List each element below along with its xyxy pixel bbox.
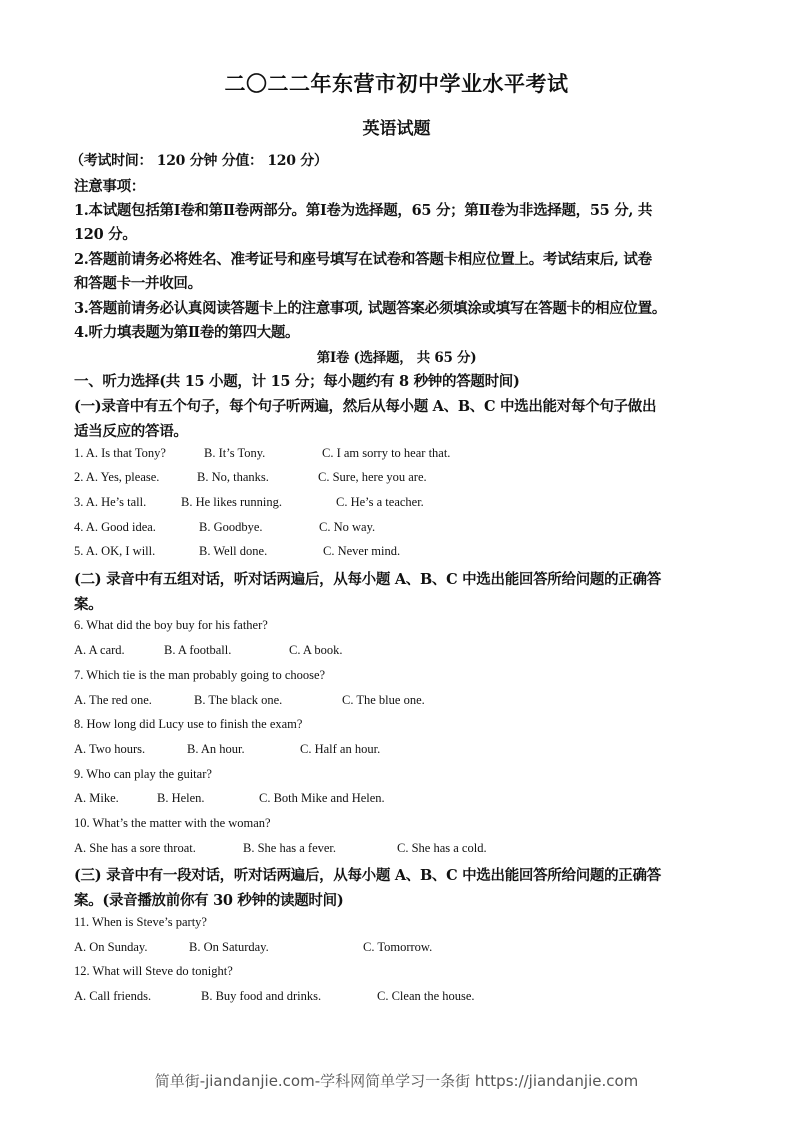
note-1: 1.本试题包括第Ⅰ卷和第Ⅱ卷两部分。第Ⅰ卷为选择题，65 分；第Ⅱ卷为非选择题，55 分, 共 [74,202,653,219]
option-c: C. The blue one. [342,693,425,707]
option-a: A. The red one. [74,693,152,707]
sub3-instruction: (三) 录音中有一段对话，听对话两遍后，从每小题 A、B、C 中选出能回答所给问题的正确答 [74,867,661,884]
note-1-cont: 120 分。 [74,226,137,243]
option-a: 4. A. Good idea. [74,520,156,534]
option-b: B. A football. [164,643,232,657]
option-b: B. No, thanks. [197,470,269,484]
option-a: A. A card. [74,643,125,657]
option-c: C. No way. [319,520,376,534]
part1-heading: 第Ⅰ卷 (选择题， 共 65 分) [316,350,477,366]
exam-subtitle: 英语试题 [362,119,431,139]
option-b: B. The black one. [194,693,283,707]
option-c: C. He’s a teacher. [336,495,424,509]
exam-info: （考试时间： 120 分钟 分值： 120 分） [70,153,328,169]
option-b: B. Goodbye. [199,520,263,534]
option-c: C. She has a cold. [397,841,487,855]
note-2: 2.答题前请务必将姓名、准考证号和座号填写在试卷和答题卡相应位置上。考试结束后, 试卷 [74,251,652,268]
option-b: B. She has a fever. [243,841,337,855]
question-text: 10. What’s the matter with the woman? [74,816,271,830]
option-b: B. He likes running. [181,495,283,509]
option-a: 2. A. Yes, please. [74,470,160,484]
option-c: C. I am sorry to hear that. [322,446,451,460]
question-text: 6. What did the boy buy for his father? [74,618,268,632]
option-c: C. A book. [289,643,343,657]
option-b: B. Buy food and drinks. [201,989,322,1003]
question-text: 8. How long did Lucy use to finish the exam? [74,717,303,731]
option-c: C. Sure, here you are. [318,470,427,484]
option-c: C. Tomorrow. [363,940,433,954]
watermark-footer: 简单街-jiandanjie.com-学科网简单学习一条街 https://jiandanjie.com [154,1072,639,1090]
notes-heading: 注意事项： [74,178,145,195]
question-text: 7. Which tie is the man probably going to choose? [74,668,326,682]
question-text: 9. Who can play the guitar? [74,767,212,781]
option-b: B. An hour. [187,742,245,756]
question-text: 12. What will Steve do tonight? [74,964,233,978]
option-a: 1. A. Is that Tony? [74,446,166,460]
sub2-instruction-cont: 案。 [74,596,103,613]
option-b: B. Helen. [157,791,205,805]
section1-heading: 一、听力选择(共 15 小题，计 15 分；每小题约有 8 秒钟的答题时间) [74,373,520,390]
sub3-instruction-cont: 案。(录音播放前你有 30 秒钟的读题时间) [74,892,344,909]
option-a: A. Two hours. [74,742,146,756]
option-c: C. Half an hour. [300,742,381,756]
option-a: A. She has a sore throat. [74,841,196,855]
sub1-instruction-cont: 适当反应的答语。 [74,423,188,440]
option-a: A. Call friends. [74,989,152,1003]
option-a: A. On Sunday. [74,940,148,954]
exam-title: 二〇二二年东营市初中学业水平考试 [224,71,569,96]
option-b: B. Well done. [199,544,268,558]
option-c: C. Clean the house. [377,989,475,1003]
option-b: B. It’s Tony. [204,446,266,460]
sub1-instruction: (一)录音中有五个句子，每个句子听两遍，然后从每小题 A、B、C 中选出能对每个句子做出 [74,398,657,415]
option-a: 5. A. OK, I will. [74,544,156,558]
note-2-cont: 和答题卡一并收回。 [74,275,202,292]
sub2-instruction: (二) 录音中有五组对话，听对话两遍后，从每小题 A、B、C 中选出能回答所给问题的正确答 [74,571,661,588]
option-c: C. Never mind. [323,544,401,558]
option-c: C. Both Mike and Helen. [259,791,385,805]
option-a: A. Mike. [74,791,119,805]
note-4: 4.听力填表题为第Ⅱ卷的第四大题。 [74,324,300,341]
question-text: 11. When is Steve’s party? [74,915,207,929]
note-3: 3.答题前请务必认真阅读答题卡上的注意事项, 试题答案必须填涂或填写在答题卡的相应位置。 [74,300,667,317]
option-b: B. On Saturday. [189,940,269,954]
option-a: 3. A. He’s tall. [74,495,147,509]
